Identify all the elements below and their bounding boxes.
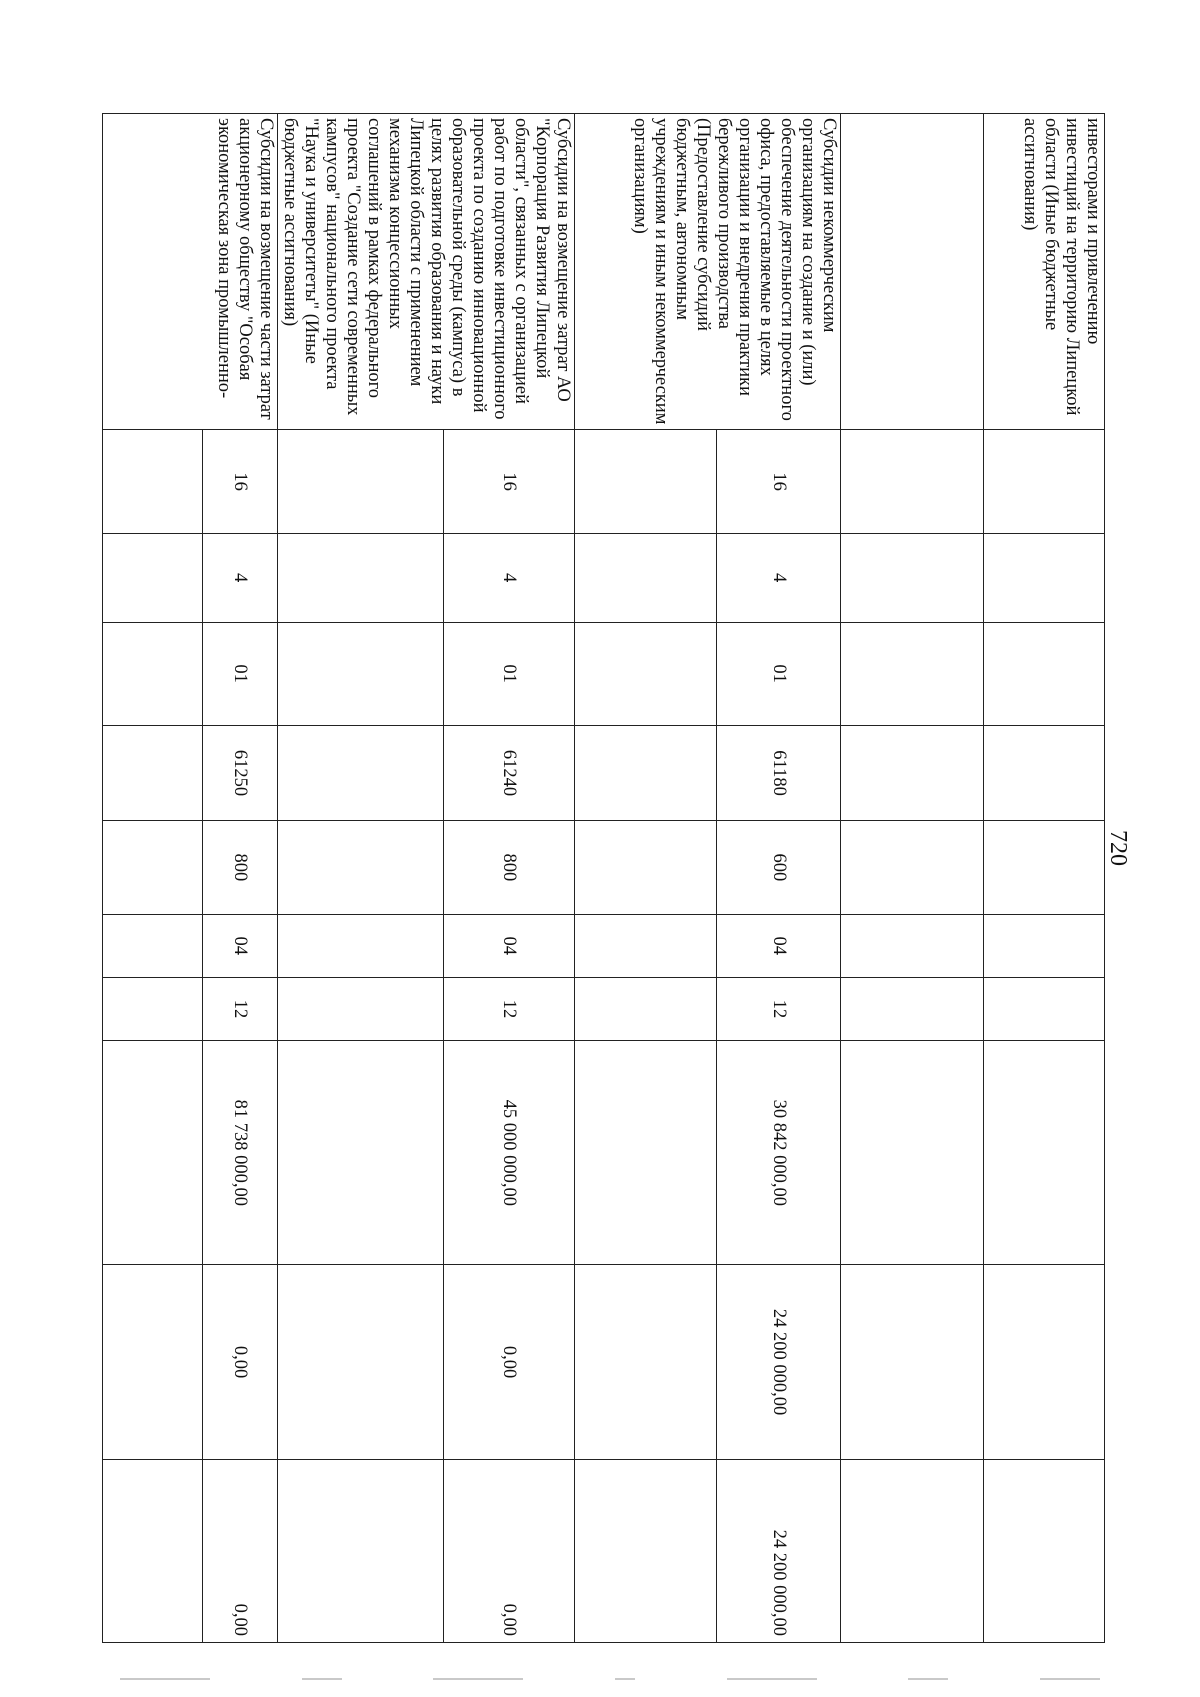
amount-1: [984, 1041, 1105, 1265]
col-pr: [984, 533, 1105, 622]
table-row: [443, 114, 574, 1643]
col-psr: [841, 977, 984, 1040]
row-name: [841, 114, 984, 430]
col-pp: [278, 622, 444, 725]
empty-cell: [103, 1459, 203, 1642]
empty-cell: [103, 622, 203, 725]
col-vr: 800: [443, 821, 574, 914]
empty-cell: [103, 821, 203, 914]
col-rz: [278, 914, 444, 977]
amount-2: 0,00: [203, 1265, 278, 1459]
empty-cell: [103, 430, 203, 533]
amount-3: [575, 1459, 717, 1642]
scan-mark: [727, 1678, 817, 1680]
row-name: инвесторами и привлечению инвестиций на территорию Липецкой области (Иные бюджетные ассигнования): [984, 114, 1105, 430]
col-psr: [278, 977, 444, 1040]
scan-mark: [433, 1678, 523, 1680]
col-vr: [278, 821, 444, 914]
empty-cell: [103, 1041, 203, 1265]
amount-1: 45 000 000,00: [443, 1041, 574, 1265]
amount-3: [984, 1459, 1105, 1642]
col-csr: 61240: [443, 725, 574, 820]
col-pr: 4: [443, 533, 574, 622]
col-gr: 16: [717, 430, 841, 533]
col-pr: [841, 533, 984, 622]
col-rz: 04: [717, 914, 841, 977]
amount-1: 30 842 000,00: [717, 1041, 841, 1265]
col-vr: [841, 821, 984, 914]
col-rz: [984, 914, 1105, 977]
rotated-table-wrapper: [126, 113, 1105, 1643]
amount-3: 24 200 000,00: [717, 1459, 841, 1642]
col-rz: [575, 914, 717, 977]
col-gr: [575, 430, 717, 533]
col-pr: 4: [203, 533, 278, 622]
col-csr: 61250: [203, 725, 278, 820]
col-psr: [575, 977, 717, 1040]
col-vr: [575, 821, 717, 914]
col-csr: [984, 725, 1105, 820]
col-csr: [278, 725, 444, 820]
empty-cell: [103, 914, 203, 977]
col-gr: 16: [203, 430, 278, 533]
row-name: Субсидии на возмещение части затрат акционерному обществу "Особая экономическая зона промышленно-: [103, 114, 278, 430]
col-pp: [841, 622, 984, 725]
col-psr: [984, 977, 1105, 1040]
empty-cell: [103, 1265, 203, 1459]
row-name: Субсидии некоммерческим организациям на создание и (или) обеспечение деятельности проектного офиса, предоставляемые в целях организации и внедрения практики бережливого производства (Предоставление субсидий бюджетным, автономным учреждениям и иным некоммерческим организациям): [575, 114, 841, 430]
amount-1: 81 738 000,00: [203, 1041, 278, 1265]
table-row: [203, 114, 278, 1643]
col-pp: 01: [443, 622, 574, 725]
scan-mark: [1040, 1678, 1100, 1680]
col-pp: [575, 622, 717, 725]
page-number: 720: [1105, 830, 1131, 866]
col-rz: 04: [443, 914, 574, 977]
col-gr: [984, 430, 1105, 533]
scan-mark: [302, 1678, 342, 1680]
amount-1: [841, 1041, 984, 1265]
col-pp: 01: [717, 622, 841, 725]
amount-1: [575, 1041, 717, 1265]
amount-2: [278, 1265, 444, 1459]
amount-1: [278, 1041, 444, 1265]
col-psr: 12: [443, 977, 574, 1040]
col-csr: [575, 725, 717, 820]
col-gr: [841, 430, 984, 533]
empty-cell: [103, 977, 203, 1040]
col-psr: 12: [717, 977, 841, 1040]
amount-2: [841, 1265, 984, 1459]
col-vr: 800: [203, 821, 278, 914]
empty-cell: [103, 725, 203, 820]
col-pr: [575, 533, 717, 622]
col-rz: 04: [203, 914, 278, 977]
col-pp: 01: [203, 622, 278, 725]
table-row: [717, 114, 841, 1643]
amount-2: [984, 1265, 1105, 1459]
amount-3: 0,00: [443, 1459, 574, 1642]
col-csr: [841, 725, 984, 820]
col-gr: 16: [443, 430, 574, 533]
col-psr: 12: [203, 977, 278, 1040]
table-row: [841, 114, 984, 1643]
col-vr: 600: [717, 821, 841, 914]
budget-table: [102, 113, 1105, 1643]
footer-scan-marks: [120, 1678, 1100, 1682]
table-row: [984, 114, 1105, 1643]
scan-mark: [120, 1678, 210, 1680]
col-csr: 61180: [717, 725, 841, 820]
col-pr: [278, 533, 444, 622]
amount-2: 0,00: [443, 1265, 574, 1459]
amount-3: [278, 1459, 444, 1642]
col-rz: [841, 914, 984, 977]
scan-mark: [908, 1678, 948, 1680]
amount-2: [575, 1265, 717, 1459]
amount-3: 0,00: [203, 1459, 278, 1642]
col-pr: 4: [717, 533, 841, 622]
col-pp: [984, 622, 1105, 725]
col-gr: [278, 430, 444, 533]
scan-mark: [615, 1678, 635, 1680]
amount-2: 24 200 000,00: [717, 1265, 841, 1459]
row-name: Субсидии на возмещение затрат АО "Корпорация Развития Липецкой области", связанных с организацией работ по подготовке инвестиционного проекта по созданию инновационной образовательной среды (кампуса) в целях развития образования и науки Липецкой области с применением механизма концессионных соглашений в рамках федерального проекта "Создание сети современных кампусов" национального проекта "Наука и университеты" (Иные бюджетные ассигнования): [278, 114, 575, 430]
amount-3: [841, 1459, 984, 1642]
col-vr: [984, 821, 1105, 914]
empty-cell: [103, 533, 203, 622]
